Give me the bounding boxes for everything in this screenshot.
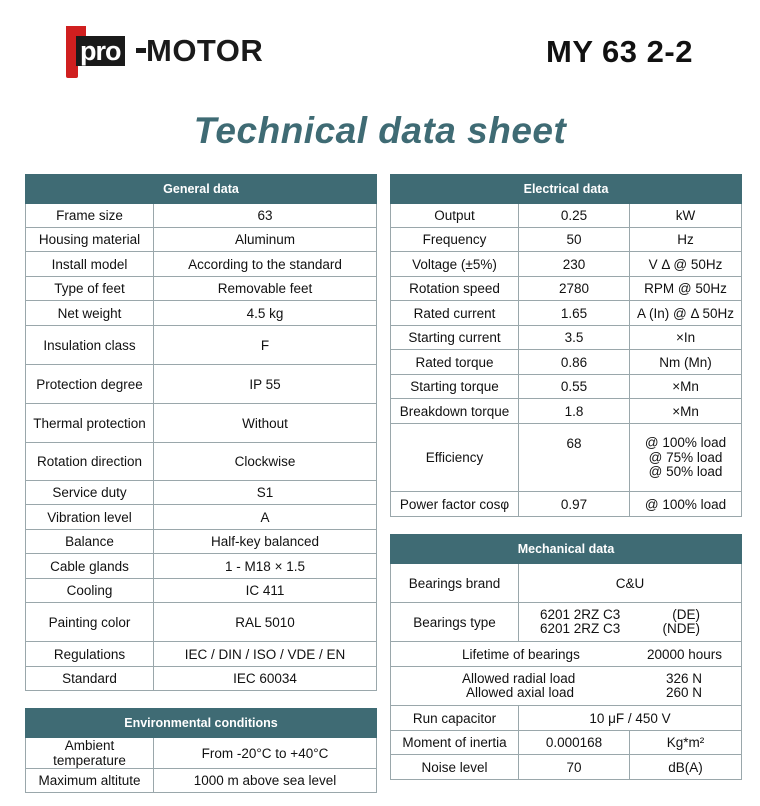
table-row [26,505,377,530]
table-row [26,667,377,691]
row-label: Thermal protection [26,404,154,443]
bearing-nde-value: 6201 2RZ C3 [540,621,621,636]
bearing-de-value: 6201 2RZ C3 [540,606,621,622]
bearing-de-tag: (DE) [672,606,701,622]
row-value: 0.86 [519,350,630,375]
efficiency-label: Efficiency [391,424,519,492]
table-row [26,301,377,326]
row-label: Rated torque [391,350,519,375]
table-row [26,204,377,228]
row-value: 230 [519,252,630,277]
row-label: Maximum altitute [26,769,154,793]
row-value: IEC / DIN / ISO / VDE / EN [154,642,377,667]
row-unit: V Δ @ 50Hz [630,252,742,277]
axial-load-label: Allowed axial load [466,685,575,700]
environmental-conditions-table [25,708,377,793]
table-row [391,424,742,492]
row-value: 0.25 [519,204,630,228]
row-value: Clockwise [154,443,377,481]
table-row [391,603,742,642]
row-value: 1.8 [519,399,630,424]
table-row [26,738,377,769]
row-label: Install model [26,252,154,277]
row-label: Balance [26,530,154,554]
row-value: From -20°C to +40°C [154,738,377,769]
row-label: Protection degree [26,365,154,404]
table-row [26,530,377,554]
row-unit: A (In) @ Δ 50Hz [630,301,742,326]
row-value: 10 μF / 450 V [519,706,742,731]
row-label: Frequency [391,228,519,252]
row-unit: RPM @ 50Hz [630,277,742,301]
lifetime-value: 20000 hours [646,646,723,662]
row-label: Run capacitor [391,706,519,731]
table-row [26,579,377,603]
mechanical-data-heading: Mechanical data [391,535,742,564]
row-value: Without [154,404,377,443]
logo-pro-text: pro [76,36,125,66]
row-unit: Hz [630,228,742,252]
electrical-data-table [390,174,742,517]
row-value: IC 411 [154,579,377,603]
row-value: 1.65 [519,301,630,326]
electrical-data-heading: Electrical data [391,175,742,204]
efficiency-value: 68 [519,424,630,492]
row-value: 50 [519,228,630,252]
logo-dash [136,48,146,53]
row-label: Type of feet [26,277,154,301]
row-value: 3.5 [519,326,630,350]
table-row [391,252,742,277]
table-row [391,326,742,350]
row-value: 0.97 [519,492,630,517]
general-data-table [25,174,377,691]
row-label: Rotation direction [26,443,154,481]
row-value: 0.000168 [519,731,630,755]
bearing-nde-tag: (NDE) [662,621,701,636]
axial-load-value: 260 N [666,685,703,700]
table-row [26,404,377,443]
row-label: Standard [26,667,154,691]
row-value: Aluminum [154,228,377,252]
row-unit: ×In [630,326,742,350]
efficiency-loads [630,424,742,492]
table-row [26,603,377,642]
table-row [391,375,742,399]
row-value: 1 - M18 × 1.5 [154,554,377,579]
row-value: 2780 [519,277,630,301]
efficiency-load-75: @ 75% load [648,449,723,465]
table-row [391,492,742,517]
radial-load-value: 326 N [666,670,703,686]
row-label: Starting torque [391,375,519,399]
row-unit: Kg*m² [630,731,742,755]
row-label: Insulation class [26,326,154,365]
row-value: IP 55 [154,365,377,404]
row-label: Rotation speed [391,277,519,301]
table-row [26,642,377,667]
table-row [26,554,377,579]
row-label: Painting color [26,603,154,642]
row-label: Output [391,204,519,228]
row-value: According to the standard [154,252,377,277]
table-row [26,769,377,793]
row-label: Service duty [26,481,154,505]
row-label: Net weight [26,301,154,326]
row-label: Ambient temperature [26,738,154,769]
row-unit: dB(A) [630,755,742,780]
row-label: Cable glands [26,554,154,579]
row-label: Frame size [26,204,154,228]
row-value: A [154,505,377,530]
row-unit: ×Mn [630,399,742,424]
table-row [391,667,742,706]
table-row [26,443,377,481]
row-label: Housing material [26,228,154,252]
table-row [391,228,742,252]
row-unit: Nm (Mn) [630,350,742,375]
table-row [391,399,742,424]
row-value: C&U [519,564,742,603]
bearings-type-values [519,603,742,642]
table-row [391,731,742,755]
table-row [26,365,377,404]
row-value: 1000 m above sea level [154,769,377,793]
table-row [391,564,742,603]
page-title: Technical data sheet [193,110,567,151]
radial-load-label: Allowed radial load [462,670,576,686]
loads-row [391,667,742,706]
pro-motor-logo [66,26,298,82]
row-unit: @ 100% load [630,492,742,517]
table-row [26,277,377,301]
lifetime-row [391,642,742,667]
row-value: RAL 5010 [154,603,377,642]
mechanical-data-table [390,534,742,780]
row-label: Moment of inertia [391,731,519,755]
logo-motor-text: MOTOR [146,33,264,68]
table-row [391,642,742,667]
table-row [391,755,742,780]
row-value: Removable feet [154,277,377,301]
row-label: Bearings type [391,603,519,642]
row-label: Voltage (±5%) [391,252,519,277]
row-value: F [154,326,377,365]
row-label: Breakdown torque [391,399,519,424]
table-row [26,252,377,277]
row-value: IEC 60034 [154,667,377,691]
table-row [391,350,742,375]
row-label: Regulations [26,642,154,667]
table-row [26,326,377,365]
row-unit: ×Mn [630,375,742,399]
lifetime-label: Lifetime of bearings [462,646,580,662]
table-row [26,228,377,252]
row-value: S1 [154,481,377,505]
environmental-heading: Environmental conditions [26,709,377,738]
row-label: Noise level [391,755,519,780]
row-label: Cooling [26,579,154,603]
table-row [26,481,377,505]
row-label: Starting current [391,326,519,350]
row-label: Bearings brand [391,564,519,603]
row-unit: kW [630,204,742,228]
table-row [391,204,742,228]
row-value: Half-key balanced [154,530,377,554]
table-row [391,706,742,731]
table-row [391,301,742,326]
row-value: 0.55 [519,375,630,399]
row-label: Power factor cosφ [391,492,519,517]
row-label: Rated current [391,301,519,326]
general-data-heading: General data [26,175,377,204]
model-number: MY 63 2-2 [546,34,693,69]
row-value: 4.5 kg [154,301,377,326]
table-row [391,277,742,301]
efficiency-load-100: @ 100% load [644,435,727,450]
row-value: 63 [154,204,377,228]
efficiency-load-50: @ 50% load [648,464,723,479]
row-label: Vibration level [26,505,154,530]
row-value: 70 [519,755,630,780]
